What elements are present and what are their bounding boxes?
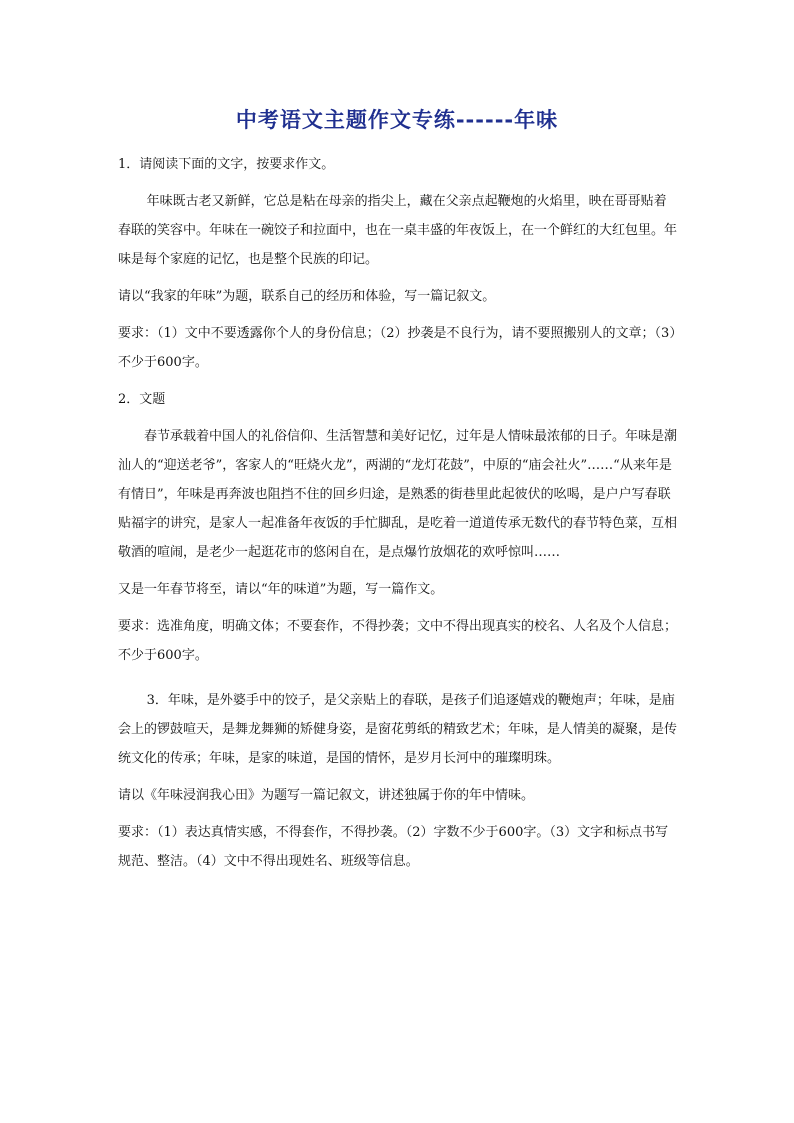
prompt-3-requirements: 要求：（1）表达真情实感，不得套作，不得抄袭。（2）字数不少于600字。（3）文字和标点书写规范、整洁。（4）文中不得出现姓名、班级等信息。 xyxy=(118,825,669,869)
prompt-1-passage: 年味既古老又新鲜，它总是粘在母亲的指尖上，藏在父亲点起鞭炮的火焰里，映在哥哥贴着春联的笑容中。年味在一碗饺子和拉面中，也在一桌丰盛的年夜饭上，在一个鲜红的大红包里。年味是每个家庭的记忆，也是整个民族的印记。 xyxy=(118,194,678,267)
prompt-1-requirements: 要求：（1）文中不要透露你个人的身份信息；（2）抄袭是不良行为，请不要照搬别人的文章；（3）不少于600字。 xyxy=(118,326,676,370)
prompt-3-instruction: 请以《年味浸润我心田》为题写一篇记叙文，讲述独属于你的年中情味。 xyxy=(118,788,535,803)
document-body xyxy=(118,150,678,884)
prompt-2-instruction: 又是一年春节将至，请以“年的味道”为题，写一篇作文。 xyxy=(118,582,444,597)
prompt-3-passage: 3．年味，是外婆手中的饺子，是父亲贴上的春联，是孩子们追逐嬉戏的鞭炮声；年味，是庙会上的锣鼓喧天，是舞龙舞狮的矫健身姿，是窗花剪纸的精致艺术；年味，是人情美的凝聚，是传统文化的传承；年味，是家的味道，是国的情怀，是岁月长河中的璀璨明珠。 xyxy=(118,693,678,766)
prompt-1-heading: 1．请阅读下面的文字，按要求作文。 xyxy=(118,157,335,172)
page-title: 中考语文主题作文专练------年味 xyxy=(235,108,559,132)
prompt-1-instruction: 请以“我家的年味”为题，联系自己的经历和体验，写一篇记叙文。 xyxy=(118,289,496,304)
prompt-2-passage: 春节承载着中国人的礼俗信仰、生活智慧和美好记忆，过年是人情味最浓郁的日子。年味是潮汕人的“迎送老爷”，客家人的“旺烧火龙”，两湖的“龙灯花鼓”，中原的“庙会社火”……“从来年是有情日”，年味是再奔波也阻挡不住的回乡归途，是熟悉的街巷里此起彼伏的吆喝，是户户写春联贴福字的讲究，是家人一起准备年夜饭的手忙脚乱，是吃着一道道传承无数代的春节特色菜，互相敬酒的喧闹，是老少一起逛花市的悠闲自在，是点爆竹放烟花的欢呼惊叫…… xyxy=(118,429,678,560)
prompt-2-requirements: 要求：选准角度，明确文体；不要套作，不得抄袭；文中不得出现真实的校名、人名及个人信息；不少于600字。 xyxy=(118,619,678,663)
prompt-2-heading: 2．文题 xyxy=(118,392,166,407)
